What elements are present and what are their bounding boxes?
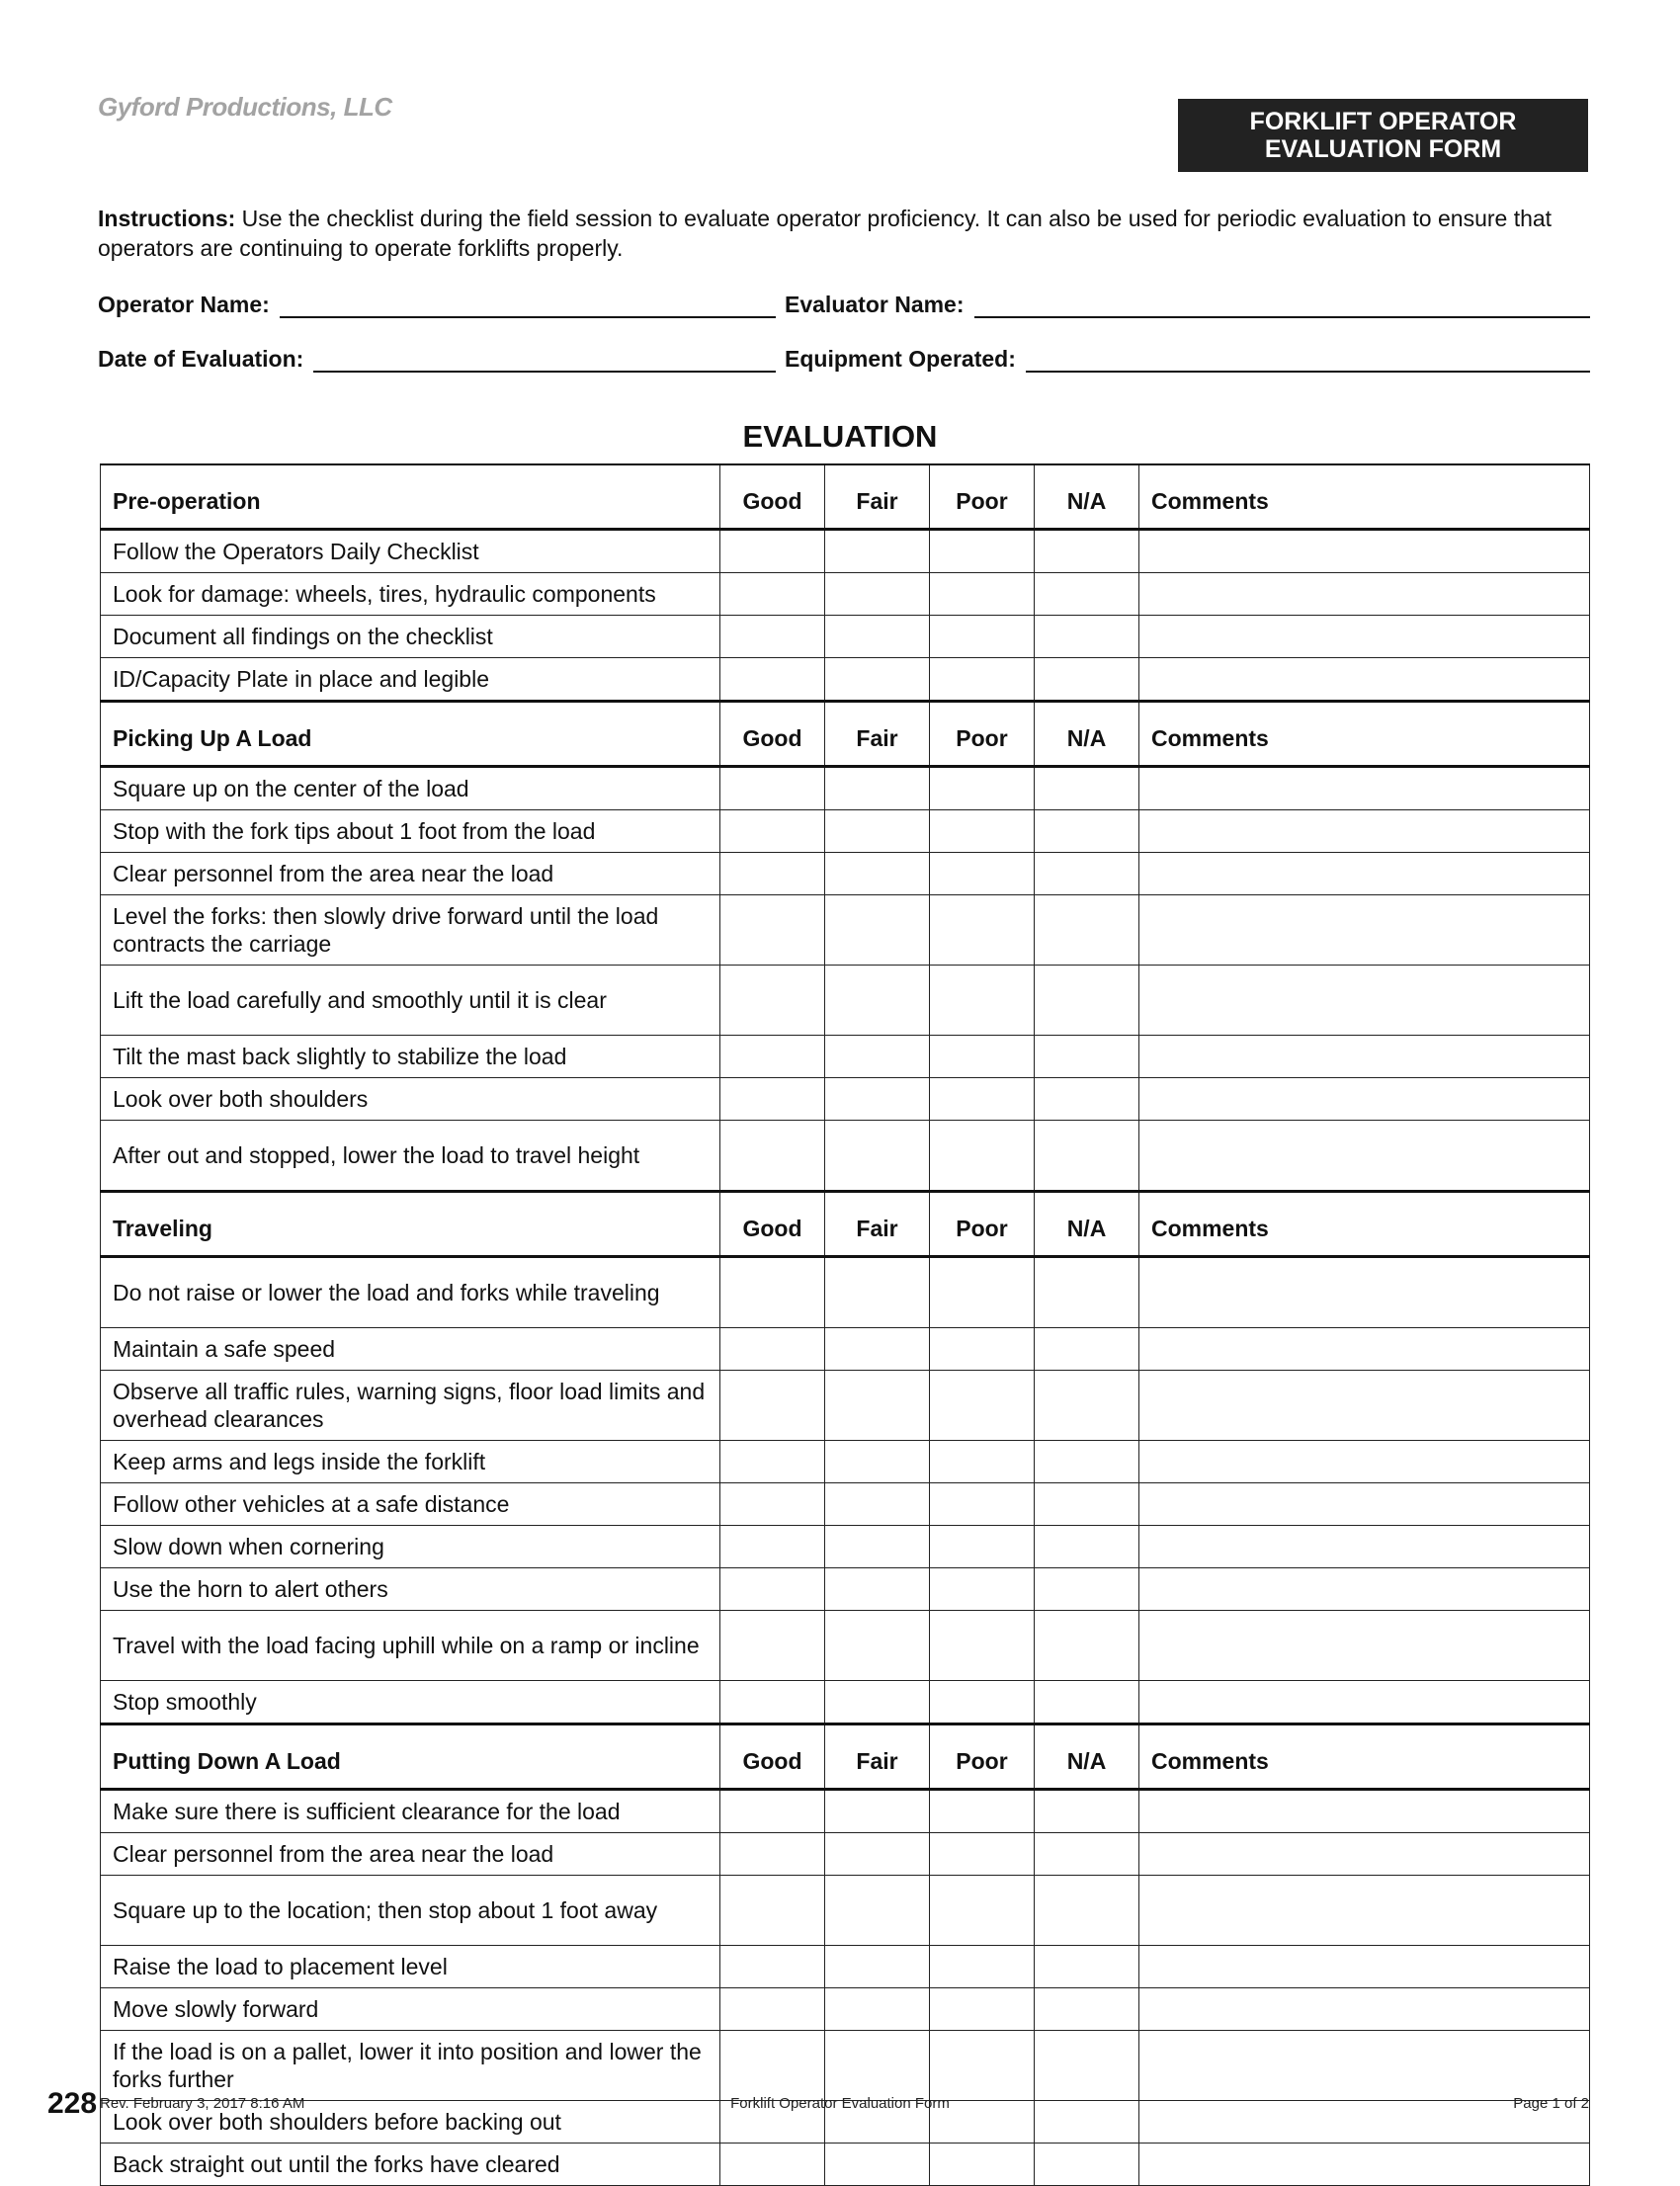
table-row bbox=[101, 658, 1590, 702]
poor-cell[interactable] bbox=[930, 1611, 1035, 1681]
comments-cell[interactable] bbox=[1139, 1681, 1590, 1724]
form-title-line1: FORKLIFT OPERATOR bbox=[1249, 108, 1517, 135]
fair-cell[interactable] bbox=[825, 1946, 930, 1988]
fair-cell[interactable] bbox=[825, 1833, 930, 1876]
table-row bbox=[101, 2144, 1590, 2186]
column-header: Comments bbox=[1139, 1192, 1590, 1257]
table-row bbox=[101, 1526, 1590, 1568]
na-cell[interactable] bbox=[1035, 1483, 1139, 1526]
poor-cell[interactable] bbox=[930, 1257, 1035, 1328]
table-row bbox=[101, 1611, 1590, 1681]
section-header-row bbox=[101, 464, 1590, 530]
page-number: 228 bbox=[47, 2087, 98, 2120]
na-cell[interactable] bbox=[1035, 1833, 1139, 1876]
na-cell[interactable] bbox=[1035, 810, 1139, 853]
good-cell[interactable] bbox=[720, 1441, 825, 1483]
na-cell[interactable] bbox=[1035, 573, 1139, 616]
field-row-names bbox=[98, 283, 1590, 318]
good-cell[interactable] bbox=[720, 853, 825, 895]
table-row bbox=[101, 573, 1590, 616]
fair-cell[interactable] bbox=[825, 1526, 930, 1568]
evaluation-table bbox=[100, 463, 1590, 2186]
fair-cell[interactable] bbox=[825, 573, 930, 616]
table-row bbox=[101, 1483, 1590, 1526]
poor-cell[interactable] bbox=[930, 1036, 1035, 1078]
fair-cell[interactable] bbox=[825, 1568, 930, 1611]
checklist-item: Square up to the location; then stop about 1 foot away bbox=[101, 1876, 720, 1946]
fair-cell[interactable] bbox=[825, 1790, 930, 1833]
column-header: Fair bbox=[825, 464, 930, 530]
comments-cell[interactable] bbox=[1139, 767, 1590, 810]
instructions bbox=[98, 204, 1590, 263]
poor-cell[interactable] bbox=[930, 530, 1035, 573]
fair-cell[interactable] bbox=[825, 1371, 930, 1441]
checklist-item: Observe all traffic rules, warning signs, floor load limits and overhead clearances bbox=[101, 1371, 720, 1441]
table-row bbox=[101, 1988, 1590, 2031]
footer-doc-title: Forklift Operator Evaluation Form bbox=[730, 2095, 950, 2112]
na-cell[interactable] bbox=[1035, 1526, 1139, 1568]
section-name: Traveling bbox=[101, 1192, 720, 1257]
column-header: Good bbox=[720, 1192, 825, 1257]
good-cell[interactable] bbox=[720, 1611, 825, 1681]
good-cell[interactable] bbox=[720, 1328, 825, 1371]
checklist-item: Stop smoothly bbox=[101, 1681, 720, 1724]
fair-cell[interactable] bbox=[825, 1078, 930, 1121]
na-cell[interactable] bbox=[1035, 853, 1139, 895]
operator-name-line[interactable] bbox=[280, 289, 776, 318]
table-row bbox=[101, 530, 1590, 573]
checklist-item: If the load is on a pallet, lower it into position and lower the forks further bbox=[101, 2031, 720, 2101]
checklist-item: Lift the load carefully and smoothly until it is clear bbox=[101, 966, 720, 1036]
checklist-item: Use the horn to alert others bbox=[101, 1568, 720, 1611]
evaluation-heading: EVALUATION bbox=[742, 419, 938, 454]
na-cell[interactable] bbox=[1035, 1876, 1139, 1946]
na-cell[interactable] bbox=[1035, 530, 1139, 573]
na-cell[interactable] bbox=[1035, 966, 1139, 1036]
fair-cell[interactable] bbox=[825, 895, 930, 966]
column-header: Fair bbox=[825, 1192, 930, 1257]
column-header: Fair bbox=[825, 1724, 930, 1790]
equipment-operated-line[interactable] bbox=[1026, 343, 1590, 373]
good-cell[interactable] bbox=[720, 2144, 825, 2186]
poor-cell[interactable] bbox=[930, 1328, 1035, 1371]
column-header: Poor bbox=[930, 702, 1035, 767]
operator-name-field[interactable] bbox=[98, 283, 776, 318]
table-row bbox=[101, 1328, 1590, 1371]
checklist-item: Look for damage: wheels, tires, hydraulic components bbox=[101, 573, 720, 616]
revision-date: Rev. February 3, 2017 8:16 AM bbox=[100, 2095, 305, 2112]
fair-cell[interactable] bbox=[825, 616, 930, 658]
column-header: Poor bbox=[930, 1724, 1035, 1790]
form-title-line2: EVALUATION FORM bbox=[1264, 135, 1502, 163]
section-name: Putting Down A Load bbox=[101, 1724, 720, 1790]
checklist-item: Raise the load to placement level bbox=[101, 1946, 720, 1988]
fair-cell[interactable] bbox=[825, 2031, 930, 2101]
comments-cell[interactable] bbox=[1139, 1568, 1590, 1611]
fair-cell[interactable] bbox=[825, 1988, 930, 2031]
checklist-item: Maintain a safe speed bbox=[101, 1328, 720, 1371]
poor-cell[interactable] bbox=[930, 1441, 1035, 1483]
comments-cell[interactable] bbox=[1139, 658, 1590, 702]
column-header: Fair bbox=[825, 702, 930, 767]
poor-cell[interactable] bbox=[930, 1681, 1035, 1724]
fair-cell[interactable] bbox=[825, 658, 930, 702]
fair-cell[interactable] bbox=[825, 1036, 930, 1078]
section-name: Picking Up A Load bbox=[101, 702, 720, 767]
fair-cell[interactable] bbox=[825, 966, 930, 1036]
company-name: Gyford Productions, LLC bbox=[98, 92, 392, 122]
checklist-item: Stop with the fork tips about 1 foot from the load bbox=[101, 810, 720, 853]
poor-cell[interactable] bbox=[930, 2031, 1035, 2101]
poor-cell[interactable] bbox=[930, 616, 1035, 658]
operator-name-label: Operator Name: bbox=[98, 292, 270, 317]
fair-cell[interactable] bbox=[825, 1611, 930, 1681]
poor-cell[interactable] bbox=[930, 1078, 1035, 1121]
column-header: N/A bbox=[1035, 1192, 1139, 1257]
na-cell[interactable] bbox=[1035, 1371, 1139, 1441]
na-cell[interactable] bbox=[1035, 1681, 1139, 1724]
na-cell[interactable] bbox=[1035, 1946, 1139, 1988]
poor-cell[interactable] bbox=[930, 1526, 1035, 1568]
good-cell[interactable] bbox=[720, 966, 825, 1036]
column-header: N/A bbox=[1035, 1724, 1139, 1790]
na-cell[interactable] bbox=[1035, 2031, 1139, 2101]
good-cell[interactable] bbox=[720, 2031, 825, 2101]
checklist-item: Level the forks: then slowly drive forward until the load contracts the carriage bbox=[101, 895, 720, 966]
comments-cell[interactable] bbox=[1139, 853, 1590, 895]
poor-cell[interactable] bbox=[930, 1121, 1035, 1192]
column-header: Good bbox=[720, 702, 825, 767]
column-header: N/A bbox=[1035, 702, 1139, 767]
checklist-item: Document all findings on the checklist bbox=[101, 616, 720, 658]
good-cell[interactable] bbox=[720, 1876, 825, 1946]
good-cell[interactable] bbox=[720, 1257, 825, 1328]
date-of-evaluation-label: Date of Evaluation: bbox=[98, 346, 304, 372]
poor-cell[interactable] bbox=[930, 767, 1035, 810]
column-header: Poor bbox=[930, 464, 1035, 530]
poor-cell[interactable] bbox=[930, 1790, 1035, 1833]
fair-cell[interactable] bbox=[825, 530, 930, 573]
checklist-item: Tilt the mast back slightly to stabilize the load bbox=[101, 1036, 720, 1078]
poor-cell[interactable] bbox=[930, 1876, 1035, 1946]
table-row bbox=[101, 1441, 1590, 1483]
fair-cell[interactable] bbox=[825, 810, 930, 853]
table-row bbox=[101, 1121, 1590, 1192]
good-cell[interactable] bbox=[720, 658, 825, 702]
date-of-evaluation-line[interactable] bbox=[313, 343, 776, 373]
na-cell[interactable] bbox=[1035, 658, 1139, 702]
instructions-text: Use the checklist during the field session to evaluate operator proficiency. It can also be used for periodic evaluation to ensure that operators are continuing to operate forklifts properly. bbox=[98, 206, 1553, 261]
fair-cell[interactable] bbox=[825, 1328, 930, 1371]
fair-cell[interactable] bbox=[825, 2144, 930, 2186]
comments-cell[interactable] bbox=[1139, 1371, 1590, 1441]
column-header: Comments bbox=[1139, 702, 1590, 767]
checklist-item: Follow the Operators Daily Checklist bbox=[101, 530, 720, 573]
comments-cell[interactable] bbox=[1139, 1257, 1590, 1328]
table-row bbox=[101, 616, 1590, 658]
comments-cell[interactable] bbox=[1139, 1611, 1590, 1681]
checklist-item: Make sure there is sufficient clearance for the load bbox=[101, 1790, 720, 1833]
instructions-label: Instructions: bbox=[98, 206, 236, 231]
table-row bbox=[101, 1568, 1590, 1611]
poor-cell[interactable] bbox=[930, 1946, 1035, 1988]
column-header: Poor bbox=[930, 1192, 1035, 1257]
good-cell[interactable] bbox=[720, 1988, 825, 2031]
good-cell[interactable] bbox=[720, 573, 825, 616]
poor-cell[interactable] bbox=[930, 1833, 1035, 1876]
na-cell[interactable] bbox=[1035, 1328, 1139, 1371]
column-header: Good bbox=[720, 1724, 825, 1790]
na-cell[interactable] bbox=[1035, 895, 1139, 966]
equipment-operated-field[interactable] bbox=[785, 337, 1590, 373]
good-cell[interactable] bbox=[720, 1078, 825, 1121]
form-title-banner bbox=[1178, 99, 1588, 172]
na-cell[interactable] bbox=[1035, 1988, 1139, 2031]
na-cell[interactable] bbox=[1035, 1790, 1139, 1833]
table-row bbox=[101, 895, 1590, 966]
comments-cell[interactable] bbox=[1139, 1328, 1590, 1371]
column-header: Comments bbox=[1139, 1724, 1590, 1790]
table-row bbox=[101, 1078, 1590, 1121]
na-cell[interactable] bbox=[1035, 1568, 1139, 1611]
column-header: Comments bbox=[1139, 464, 1590, 530]
comments-cell[interactable] bbox=[1139, 1526, 1590, 1568]
table-row bbox=[101, 810, 1590, 853]
good-cell[interactable] bbox=[720, 1568, 825, 1611]
comments-cell[interactable] bbox=[1139, 530, 1590, 573]
good-cell[interactable] bbox=[720, 616, 825, 658]
table-row bbox=[101, 2031, 1590, 2101]
good-cell[interactable] bbox=[720, 1946, 825, 1988]
evaluator-name-label: Evaluator Name: bbox=[785, 292, 965, 317]
comments-cell[interactable] bbox=[1139, 810, 1590, 853]
equipment-operated-label: Equipment Operated: bbox=[785, 346, 1016, 372]
poor-cell[interactable] bbox=[930, 1988, 1035, 2031]
field-row-date-equipment bbox=[98, 337, 1590, 373]
table-row bbox=[101, 1257, 1590, 1328]
checklist-item: Move slowly forward bbox=[101, 1988, 720, 2031]
poor-cell[interactable] bbox=[930, 658, 1035, 702]
column-header: Good bbox=[720, 464, 825, 530]
comments-cell[interactable] bbox=[1139, 2031, 1590, 2101]
good-cell[interactable] bbox=[720, 810, 825, 853]
fair-cell[interactable] bbox=[825, 1876, 930, 1946]
checklist-item: Back straight out until the forks have cleared bbox=[101, 2144, 720, 2186]
checklist-item: Clear personnel from the area near the load bbox=[101, 1833, 720, 1876]
table-row bbox=[101, 1036, 1590, 1078]
checklist-item: Look over both shoulders before backing out bbox=[101, 2101, 720, 2144]
footer-page-indicator: Page 1 of 2 bbox=[1513, 2095, 1589, 2112]
good-cell[interactable] bbox=[720, 1681, 825, 1724]
comments-cell[interactable] bbox=[1139, 895, 1590, 966]
na-cell[interactable] bbox=[1035, 1036, 1139, 1078]
fair-cell[interactable] bbox=[825, 767, 930, 810]
fair-cell[interactable] bbox=[825, 1441, 930, 1483]
poor-cell[interactable] bbox=[930, 810, 1035, 853]
na-cell[interactable] bbox=[1035, 1611, 1139, 1681]
checklist-item: Square up on the center of the load bbox=[101, 767, 720, 810]
section-header-row bbox=[101, 702, 1590, 767]
comments-cell[interactable] bbox=[1139, 966, 1590, 1036]
table-row bbox=[101, 1833, 1590, 1876]
poor-cell[interactable] bbox=[930, 1371, 1035, 1441]
na-cell[interactable] bbox=[1035, 1078, 1139, 1121]
column-header: N/A bbox=[1035, 464, 1139, 530]
comments-cell[interactable] bbox=[1139, 1833, 1590, 1876]
table-row bbox=[101, 1681, 1590, 1724]
na-cell[interactable] bbox=[1035, 1441, 1139, 1483]
comments-cell[interactable] bbox=[1139, 1036, 1590, 1078]
good-cell[interactable] bbox=[720, 1371, 825, 1441]
good-cell[interactable] bbox=[720, 1833, 825, 1876]
poor-cell[interactable] bbox=[930, 895, 1035, 966]
table-row bbox=[101, 853, 1590, 895]
checklist-item: Travel with the load facing uphill while on a ramp or incline bbox=[101, 1611, 720, 1681]
checklist-item: Slow down when cornering bbox=[101, 1526, 720, 1568]
table-row bbox=[101, 1371, 1590, 1441]
good-cell[interactable] bbox=[720, 1121, 825, 1192]
table-row bbox=[101, 966, 1590, 1036]
na-cell[interactable] bbox=[1035, 767, 1139, 810]
section-header-row bbox=[101, 1724, 1590, 1790]
comments-cell[interactable] bbox=[1139, 1483, 1590, 1526]
checklist-item: Look over both shoulders bbox=[101, 1078, 720, 1121]
checklist-item: ID/Capacity Plate in place and legible bbox=[101, 658, 720, 702]
poor-cell[interactable] bbox=[930, 2144, 1035, 2186]
good-cell[interactable] bbox=[720, 1526, 825, 1568]
comments-cell[interactable] bbox=[1139, 1441, 1590, 1483]
na-cell[interactable] bbox=[1035, 2144, 1139, 2186]
na-cell[interactable] bbox=[1035, 616, 1139, 658]
fair-cell[interactable] bbox=[825, 1681, 930, 1724]
checklist-item: Keep arms and legs inside the forklift bbox=[101, 1441, 720, 1483]
fair-cell[interactable] bbox=[825, 1483, 930, 1526]
good-cell[interactable] bbox=[720, 530, 825, 573]
section-header-row bbox=[101, 1192, 1590, 1257]
section-name: Pre-operation bbox=[101, 464, 720, 530]
fair-cell[interactable] bbox=[825, 1257, 930, 1328]
good-cell[interactable] bbox=[720, 1790, 825, 1833]
evaluator-name-field[interactable] bbox=[785, 283, 1590, 318]
na-cell[interactable] bbox=[1035, 1257, 1139, 1328]
checklist-item: Follow other vehicles at a safe distance bbox=[101, 1483, 720, 1526]
checklist-item: After out and stopped, lower the load to travel height bbox=[101, 1121, 720, 1192]
table-row bbox=[101, 1946, 1590, 1988]
table-row bbox=[101, 767, 1590, 810]
poor-cell[interactable] bbox=[930, 966, 1035, 1036]
comments-cell[interactable] bbox=[1139, 1078, 1590, 1121]
date-of-evaluation-field[interactable] bbox=[98, 337, 776, 373]
fair-cell[interactable] bbox=[825, 853, 930, 895]
na-cell[interactable] bbox=[1035, 1121, 1139, 1192]
checklist-item: Do not raise or lower the load and forks while traveling bbox=[101, 1257, 720, 1328]
comments-cell[interactable] bbox=[1139, 1988, 1590, 2031]
comments-cell[interactable] bbox=[1139, 1121, 1590, 1192]
poor-cell[interactable] bbox=[930, 1483, 1035, 1526]
checklist-item: Clear personnel from the area near the load bbox=[101, 853, 720, 895]
good-cell[interactable] bbox=[720, 767, 825, 810]
poor-cell[interactable] bbox=[930, 1568, 1035, 1611]
comments-cell[interactable] bbox=[1139, 1946, 1590, 1988]
comments-cell[interactable] bbox=[1139, 573, 1590, 616]
table-row bbox=[101, 1790, 1590, 1833]
comments-cell[interactable] bbox=[1139, 1790, 1590, 1833]
table-row bbox=[101, 1876, 1590, 1946]
evaluator-name-line[interactable] bbox=[974, 289, 1590, 318]
good-cell[interactable] bbox=[720, 1036, 825, 1078]
comments-cell[interactable] bbox=[1139, 2144, 1590, 2186]
fair-cell[interactable] bbox=[825, 1121, 930, 1192]
good-cell[interactable] bbox=[720, 895, 825, 966]
poor-cell[interactable] bbox=[930, 573, 1035, 616]
comments-cell[interactable] bbox=[1139, 616, 1590, 658]
poor-cell[interactable] bbox=[930, 853, 1035, 895]
comments-cell[interactable] bbox=[1139, 1876, 1590, 1946]
good-cell[interactable] bbox=[720, 1483, 825, 1526]
